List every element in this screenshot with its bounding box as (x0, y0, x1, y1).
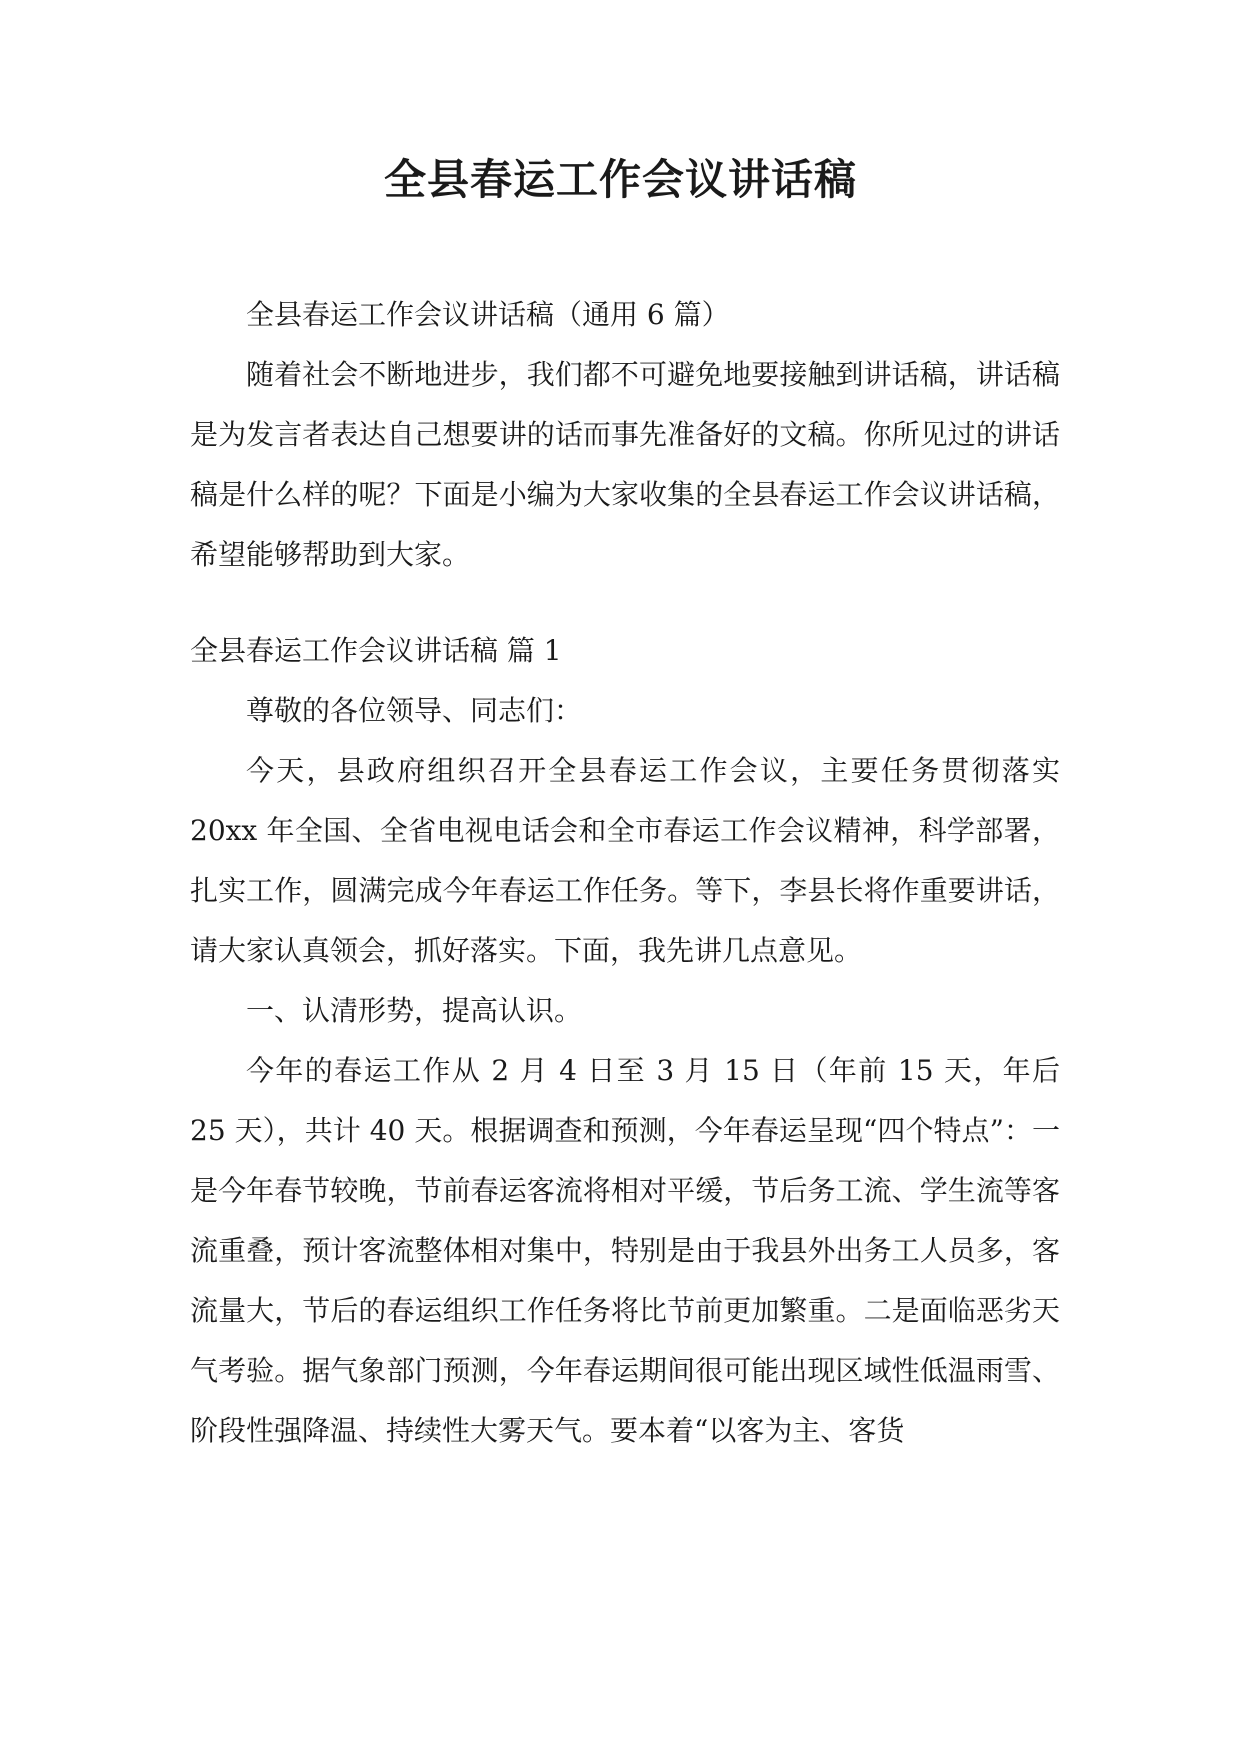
section-heading: 全县春运工作会议讲话稿 篇 1 (190, 634, 562, 667)
document-title: 全县春运工作会议讲话稿 (383, 155, 857, 204)
body-paragraph-2: 今年的春运工作从 2 月 4 日至 3 月 15 日（年前 15 天，年后 25 天），共计 40 天。根据调查和预测，今年春运呈现“四个特点”：一是今年春节较晚，节前春运客流将相对平缓，节后务工流、学生流等客流重叠，预计客流整体相对集中，特别是由于我县外出务工人员多，客流量大，节后的春运组织工作任务将比节前更加繁重。二是面临恶劣天气考验。据气象部门预测，今年春运期间很可能出现区域性低温雨雪、阶段性强降温、持续性大雾天气。要本着“以客为主、客货 (190, 1054, 1060, 1447)
salutation: 尊敬的各位领导、同志们： (246, 694, 583, 727)
point-heading-1: 一、认清形势，提高认识。 (246, 994, 583, 1027)
body-paragraph-1: 今天，县政府组织召开全县春运工作会议，主要任务贯彻落实 20xx 年全国、全省电视电话会和全市春运工作会议精神，科学部署，扎实工作，圆满完成今年春运工作任务。等下，李县长将作重要讲话，请大家认真领会，抓好落实。下面，我先讲几点意见。 (190, 754, 1060, 967)
intro-paragraph: 随着社会不断地进步，我们都不可避免地要接触到讲话稿，讲话稿是为发言者表达自己想要讲的话而事先准备好的文稿。你所见过的讲话稿是什么样的呢？下面是小编为大家收集的全县春运工作会议讲话稿，希望能够帮助到大家。 (190, 358, 1060, 571)
section-spacer (190, 585, 1060, 621)
document-subtitle: 全县春运工作会议讲话稿（通用 6 篇） (246, 298, 730, 331)
document-body (190, 285, 1060, 1461)
